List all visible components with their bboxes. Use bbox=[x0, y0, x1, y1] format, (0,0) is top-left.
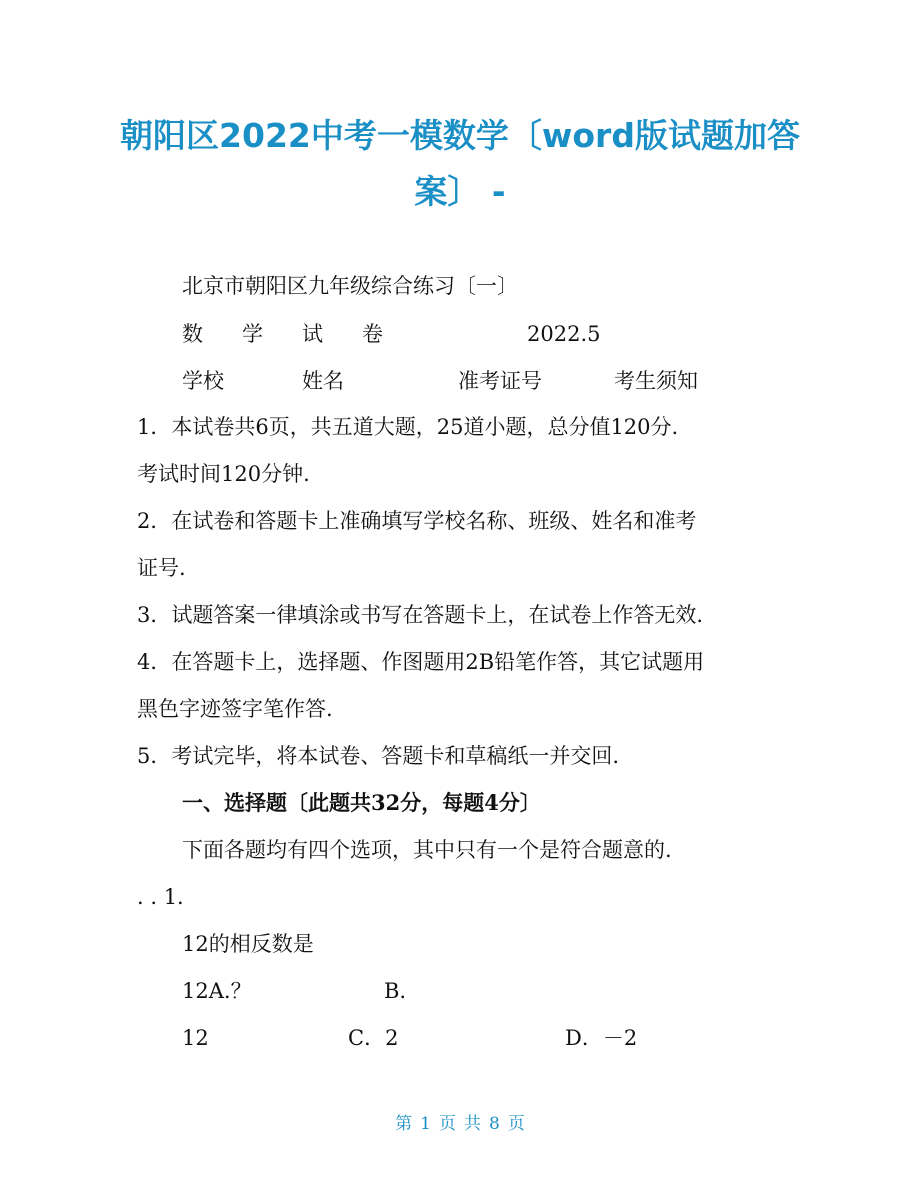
question-number: . . 1. bbox=[137, 885, 184, 909]
footer-prefix: 第 bbox=[395, 1114, 413, 1134]
page-footer bbox=[0, 1112, 920, 1136]
title-line-2: 案〕 - bbox=[414, 172, 506, 211]
instruction-line: 1．本试卷共6页，共五道大题，25道小题，总分值120分. bbox=[137, 415, 679, 439]
current-page-number: 1 bbox=[420, 1114, 431, 1134]
question-text: 12的相反数是 bbox=[182, 932, 314, 956]
option-a: 12A.？ bbox=[182, 979, 252, 1003]
total-page-count: 8 bbox=[489, 1114, 500, 1134]
footer-total-word: 共 bbox=[464, 1114, 481, 1134]
exam-date: 2022.5 bbox=[527, 322, 601, 346]
section-heading: 一、选择题〔此题共32分，每题4分〕 bbox=[182, 790, 541, 815]
option-b: B. bbox=[384, 979, 407, 1003]
notice-label: 考生须知 bbox=[614, 369, 698, 393]
instruction-line: 黑色字迹签字笔作答. bbox=[137, 697, 333, 721]
instruction-line: 2．在试卷和答题卡上准确填写学校名称、班级、姓名和准考 bbox=[137, 509, 697, 533]
option-b-value: 12 bbox=[182, 1026, 209, 1050]
subject-char-4: 卷 bbox=[362, 322, 383, 346]
title-line-1: 朝阳区2022中考一模数学〔word版试题加答 bbox=[120, 116, 800, 155]
subject-char-1: 数 bbox=[182, 322, 203, 346]
subject-char-2: 学 bbox=[242, 322, 263, 346]
footer-page-word: 页 bbox=[439, 1114, 456, 1134]
subject-char-3: 试 bbox=[302, 322, 323, 346]
footer-suffix: 页 bbox=[507, 1114, 525, 1134]
instruction-line: 证号. bbox=[137, 556, 186, 580]
instruction-line: 5．考试完毕，将本试卷、答题卡和草稿纸一并交回. bbox=[137, 744, 620, 768]
exam-id-label: 准考证号 bbox=[458, 369, 542, 393]
document-title bbox=[120, 108, 800, 220]
school-label: 学校 bbox=[182, 369, 224, 393]
section-intro: 下面各题均有四个选项，其中只有一个是符合题意的. bbox=[182, 838, 672, 862]
region-title: 北京市朝阳区九年级综合练习〔一〕 bbox=[182, 274, 518, 298]
name-label: 姓名 bbox=[302, 369, 344, 393]
option-d: D．－2 bbox=[565, 1026, 638, 1050]
option-c: C．2 bbox=[348, 1026, 399, 1050]
instruction-line: 4．在答题卡上，选择题、作图题用2B铅笔作答，其它试题用 bbox=[137, 650, 705, 674]
instruction-line: 3．试题答案一律填涂或书写在答题卡上，在试卷上作答无效. bbox=[137, 603, 704, 627]
instruction-line: 考试时间120分钟. bbox=[137, 462, 310, 486]
